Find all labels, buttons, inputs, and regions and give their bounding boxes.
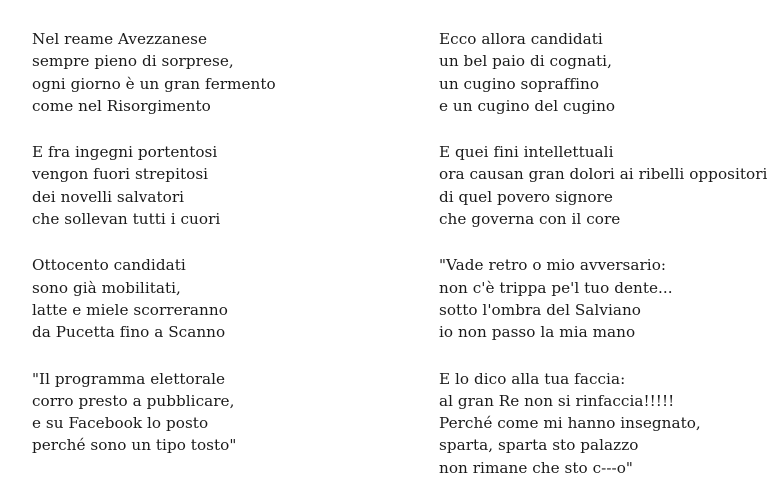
- poem-line: un bel paio di cognati,: [439, 52, 612, 71]
- poem-line: che sollevan tutti i cuori: [32, 210, 221, 229]
- poem-line: di quel povero signore: [439, 187, 613, 206]
- poem-line: io non passo la mia mano: [439, 323, 636, 342]
- poem-line: Ottocento candidati: [32, 256, 186, 275]
- stanza-7: [439, 254, 764, 343]
- poem-line: e un cugino del cugino: [439, 96, 616, 115]
- poem-line: come nel Risorgimento: [32, 96, 211, 115]
- stanza-5: [439, 28, 764, 117]
- poem-line: da Pucetta fino a Scanno: [32, 323, 226, 342]
- poem-line: vengon fuori strepitosi: [32, 165, 209, 184]
- poem-line: sono già mobilitati,: [32, 278, 181, 297]
- poem-line: Perché come mi hanno insegnato,: [439, 414, 701, 433]
- poem-line: ora causan gran dolori ai ribelli oppositori: [439, 165, 768, 184]
- stanza-3: [32, 254, 412, 343]
- poem-line: corro presto a pubblicare,: [32, 391, 235, 410]
- poem-line: dei novelli salvatori: [32, 187, 185, 206]
- poem-right-column: [439, 28, 768, 499]
- poem-line: latte e miele scorreranno: [32, 300, 228, 319]
- stanza-4: [32, 368, 412, 457]
- poem-line: E fra ingegni portentosi: [32, 143, 218, 162]
- poem-line: un cugino sopraffino: [439, 74, 600, 93]
- poem-line: "Il programma elettorale: [32, 369, 226, 388]
- poem-line: sparta, sparta sto palazzo: [439, 436, 639, 455]
- poem-line: e su Facebook lo posto: [32, 414, 209, 433]
- poem-left-column: [32, 28, 412, 481]
- stanza-8: [439, 368, 764, 479]
- poem-line: al gran Re non si rinfaccia!!!!!: [439, 391, 675, 410]
- stanza-2: [32, 141, 412, 230]
- poem-line: perché sono un tipo tosto": [32, 436, 237, 455]
- poem-line: Ecco allora candidati: [439, 30, 603, 48]
- poem-line: sempre pieno di sorprese,: [32, 52, 234, 71]
- poem-line: sotto l'ombra del Salviano: [439, 300, 641, 319]
- poem-line: E lo dico alla tua faccia:: [439, 369, 626, 388]
- poem-line: E quei fini intellettuali: [439, 143, 614, 162]
- poem-line: ogni giorno è un gran fermento: [32, 74, 276, 93]
- stanza-6: [439, 141, 768, 230]
- poem-line: che governa con il core: [439, 210, 621, 229]
- poem-line: non rimane che sto c---o": [439, 458, 633, 477]
- stanza-1: [32, 28, 412, 117]
- poem-line: non c'è trippa pe'l tuo dente...: [439, 278, 673, 297]
- poem-line: "Vade retro o mio avversario:: [439, 256, 667, 275]
- poem-line: Nel reame Avezzanese: [32, 30, 208, 48]
